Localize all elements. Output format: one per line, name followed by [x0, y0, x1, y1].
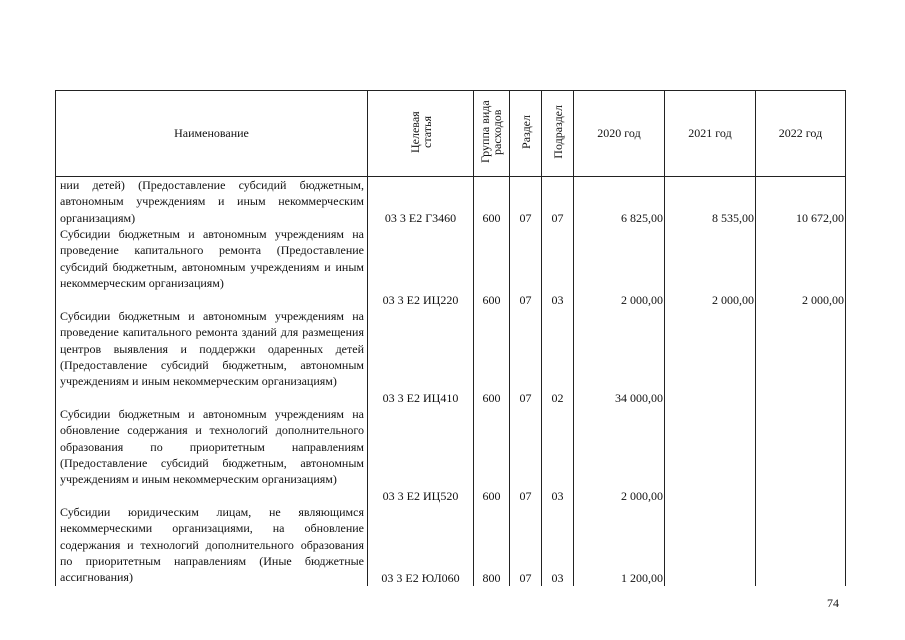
page-number: 74 [827, 596, 839, 610]
row-group: 800 [474, 504, 510, 586]
header-2021: 2021 год [665, 91, 756, 177]
row-2021 [665, 406, 756, 504]
row-2021: 2 000,00 [665, 226, 756, 308]
row-subsection: 07 [542, 177, 574, 227]
row-name: нии детей) (Предоставление субсидий бюджетным, автономным учреждениям и иным некоммерческим организациям) [56, 177, 368, 227]
header-target-article: Целевая статья [368, 91, 474, 177]
row-2022 [756, 406, 846, 504]
header-section: Раздел [510, 91, 542, 177]
row-article: 03 3 Е2 ИЦ410 [368, 308, 474, 406]
row-section: 07 [510, 308, 542, 406]
row-article: 03 3 Е2 ЮЛ060 [368, 504, 474, 586]
row-section: 07 [510, 504, 542, 586]
table-row [56, 226, 846, 308]
table-header-row [56, 91, 846, 177]
row-article: 03 3 Е2 Г3460 [368, 177, 474, 227]
row-2020: 1 200,00 [574, 504, 665, 586]
header-expense-group: Группа вида расходов [474, 91, 510, 177]
row-section: 07 [510, 226, 542, 308]
row-group: 600 [474, 406, 510, 504]
row-subsection: 03 [542, 406, 574, 504]
row-2022 [756, 504, 846, 586]
row-2022: 2 000,00 [756, 226, 846, 308]
header-2020: 2020 год [574, 91, 665, 177]
table-row [56, 406, 846, 504]
row-name: Субсидии бюджетным и автономным учреждениям на обновление содержания и технологий дополнительного образования по приоритетным направлениям (Предоставление субсидий бюджетным, автономным учреждениям и иным некоммерческим организациям) [56, 406, 368, 504]
row-name: Субсидии бюджетным и автономным учреждениям на проведение капитального ремонта (Предоставление субсидий бюджетным, автономным учреждениям и иным некоммерческим организациям) [56, 226, 368, 308]
table-row [56, 177, 846, 227]
row-2021 [665, 504, 756, 586]
row-subsection: 03 [542, 504, 574, 586]
row-group: 600 [474, 177, 510, 227]
row-group: 600 [474, 308, 510, 406]
budget-table [55, 90, 846, 586]
row-2022 [756, 308, 846, 406]
row-name: Субсидии юридическим лицам, не являющимся некоммерческими организациями, на обновление содержания и технологий дополнительного образования по приоритетным направлениям (Иные бюджетные ассигнования) [56, 504, 368, 586]
header-2022: 2022 год [756, 91, 846, 177]
table-row [56, 308, 846, 406]
row-subsection: 03 [542, 226, 574, 308]
header-subsection: Подраздел [542, 91, 574, 177]
row-group: 600 [474, 226, 510, 308]
header-name: Наименование [56, 91, 368, 177]
row-2021: 8 535,00 [665, 177, 756, 227]
row-2022: 10 672,00 [756, 177, 846, 227]
row-name: Субсидии бюджетным и автономным учреждениям на проведение капитального ремонта зданий для размещения центров выявления и поддержки одаренных детей (Предоставление субсидий бюджетным, автономным учреждениям и иным некоммерческим организациям) [56, 308, 368, 406]
table-row [56, 504, 846, 586]
row-2020: 2 000,00 [574, 226, 665, 308]
row-2020: 6 825,00 [574, 177, 665, 227]
row-subsection: 02 [542, 308, 574, 406]
row-article: 03 3 Е2 ИЦ220 [368, 226, 474, 308]
row-2020: 2 000,00 [574, 406, 665, 504]
row-article: 03 3 Е2 ИЦ520 [368, 406, 474, 504]
row-2020: 34 000,00 [574, 308, 665, 406]
row-section: 07 [510, 177, 542, 227]
row-2021 [665, 308, 756, 406]
row-section: 07 [510, 406, 542, 504]
